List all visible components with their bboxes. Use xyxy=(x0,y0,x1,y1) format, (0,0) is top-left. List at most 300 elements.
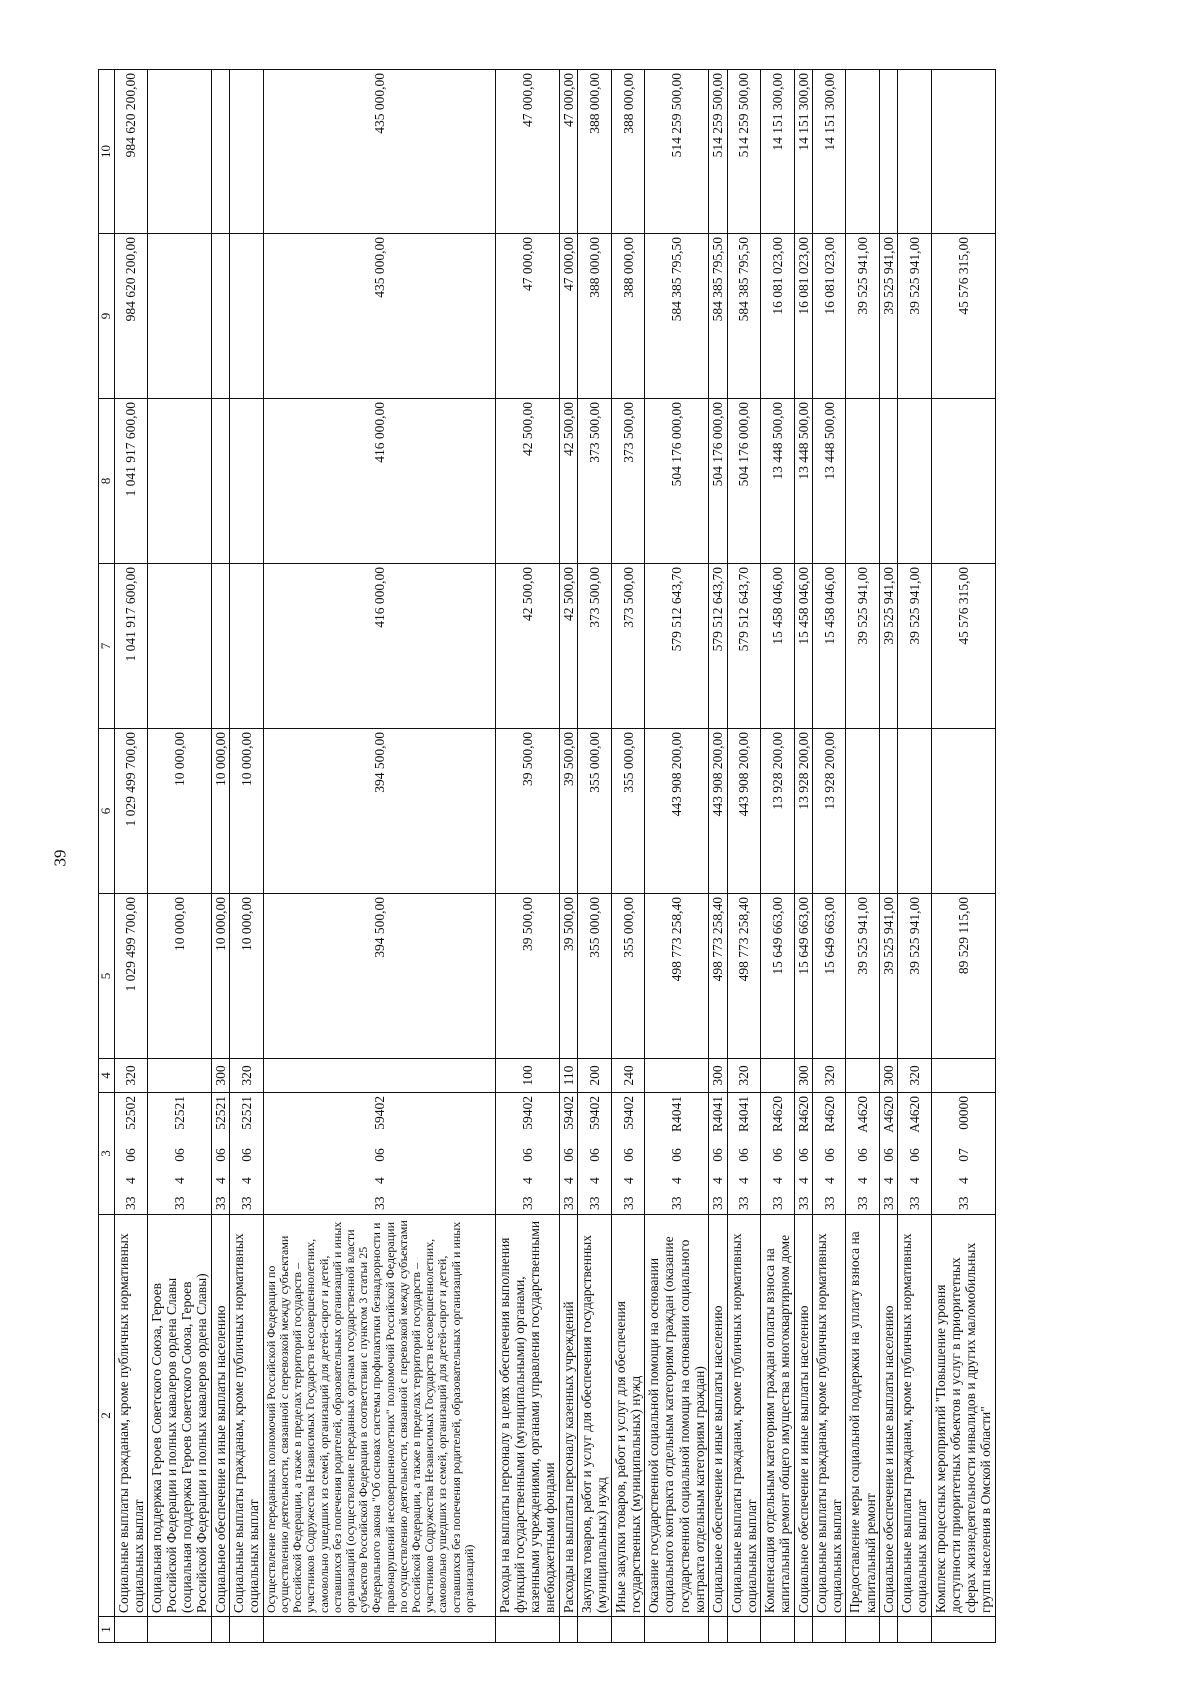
row-name-cell: Компенсация отдельным категориям граждан оплаты взноса на капитальный ремонт общего имущества в многоквартирном доме xyxy=(761,1215,795,1617)
amount-cell-7: 39 525 941,00 xyxy=(898,564,932,729)
expense-type-cell xyxy=(846,1059,880,1093)
code-part-b: 4 xyxy=(955,1177,971,1184)
row-name-cell: Социальные выплаты гражданам, кроме публичных нормативных социальных выплат xyxy=(727,1215,761,1617)
row-name-cell: Социальные выплаты гражданам, кроме публичных нормативных социальных выплат xyxy=(230,1215,264,1617)
code-part-a: 33 xyxy=(769,1196,785,1210)
table-row xyxy=(114,70,148,1643)
code-part-a: 33 xyxy=(955,1196,971,1210)
amount-cell-9: 39 525 941,00 xyxy=(879,234,897,399)
expense-type-cell: 200 xyxy=(578,1059,612,1093)
code-part-c: 07 xyxy=(955,1148,971,1162)
table-row xyxy=(931,70,995,1643)
amount-cell-6: 39 500,00 xyxy=(560,729,578,894)
amount-cell-5: 498 773 258,40 xyxy=(727,894,761,1059)
row-name-cell: Социальное обеспечение и иные выплаты населению xyxy=(794,1215,812,1617)
amount-cell-7: 579 512 643,70 xyxy=(645,564,709,729)
amount-cell-5: 1 029 499 700,00 xyxy=(114,894,148,1059)
row-number-cell xyxy=(611,1617,645,1643)
row-number-cell xyxy=(761,1617,795,1643)
amount-cell-6: 13 928 200,00 xyxy=(812,729,846,894)
amount-cell-5: 39 500,00 xyxy=(496,894,560,1059)
table-row xyxy=(879,70,897,1643)
code-part-d: R4620 xyxy=(821,1096,837,1133)
amount-cell-7: 373 500,00 xyxy=(578,564,612,729)
amount-cell-5: 498 773 258,40 xyxy=(709,894,727,1059)
amount-cell-5: 89 529 115,00 xyxy=(931,894,995,1059)
amount-cell-8: 1 041 917 600,00 xyxy=(114,399,148,564)
row-number-cell xyxy=(560,1617,578,1643)
amount-cell-8: 504 176 000,00 xyxy=(709,399,727,564)
code-part-a: 33 xyxy=(881,1196,897,1210)
expense-type-cell: 320 xyxy=(727,1059,761,1093)
amount-cell-9: 388 000,00 xyxy=(611,234,645,399)
amount-cell-9: 45 576 315,00 xyxy=(931,234,995,399)
code-part-c: 06 xyxy=(561,1148,577,1162)
code-part-c: 06 xyxy=(213,1148,229,1162)
budget-table xyxy=(98,69,996,1643)
expense-type-cell: 320 xyxy=(812,1059,846,1093)
expense-type-cell: 110 xyxy=(560,1059,578,1093)
row-number-cell xyxy=(898,1617,932,1643)
code-part-d: 52521 xyxy=(213,1096,229,1130)
table-row xyxy=(148,70,212,1643)
amount-cell-5: 15 649 663,00 xyxy=(812,894,846,1059)
code-part-d: A4620 xyxy=(881,1096,897,1133)
code-part-b: 4 xyxy=(587,1177,603,1184)
code-part-b: 4 xyxy=(519,1177,535,1184)
amount-cell-9 xyxy=(148,234,212,399)
amount-cell-10: 14 151 300,00 xyxy=(794,70,812,234)
amount-cell-10: 514 259 500,00 xyxy=(709,70,727,234)
table-row xyxy=(709,70,727,1643)
amount-cell-5: 10 000,00 xyxy=(230,894,264,1059)
code-part-c: 06 xyxy=(855,1148,871,1162)
code-part-b: 4 xyxy=(821,1177,837,1184)
amount-cell-8: 373 500,00 xyxy=(611,399,645,564)
row-name-cell: Расходы на выплаты персоналу в целях обеспечения выполнения функций государственными (муниципальными) органами, казенными учреждениями, органами управления государственными внебюджетными фондами xyxy=(496,1215,560,1617)
expense-type-cell xyxy=(645,1059,709,1093)
row-name-cell: Социальные выплаты гражданам, кроме публичных нормативных социальных выплат xyxy=(812,1215,846,1617)
amount-cell-5: 355 000,00 xyxy=(578,894,612,1059)
code-part-c: 06 xyxy=(669,1148,685,1162)
expense-type-cell: 300 xyxy=(212,1059,230,1093)
amount-cell-7: 15 458 046,00 xyxy=(794,564,812,729)
amount-cell-7: 45 576 315,00 xyxy=(931,564,995,729)
amount-cell-9: 584 385 795,50 xyxy=(709,234,727,399)
expense-type-cell: 300 xyxy=(879,1059,897,1093)
code-part-a: 33 xyxy=(371,1196,387,1210)
code-part-c: 06 xyxy=(620,1148,636,1162)
amount-cell-7: 15 458 046,00 xyxy=(812,564,846,729)
expense-type-cell: 300 xyxy=(794,1059,812,1093)
amount-cell-7: 42 500,00 xyxy=(496,564,560,729)
amount-cell-5: 355 000,00 xyxy=(611,894,645,1059)
amount-cell-8 xyxy=(212,399,230,564)
row-number-cell xyxy=(496,1617,560,1643)
header-col-2: 2 xyxy=(99,1215,115,1617)
header-col-6: 6 xyxy=(99,729,115,894)
row-number-cell xyxy=(846,1617,880,1643)
amount-cell-6: 13 928 200,00 xyxy=(794,729,812,894)
code-part-c: 06 xyxy=(710,1148,726,1162)
amount-cell-8: 373 500,00 xyxy=(578,399,612,564)
row-number-cell xyxy=(931,1617,995,1643)
target-code-cell xyxy=(212,1093,230,1215)
table-row xyxy=(812,70,846,1643)
code-part-a: 33 xyxy=(669,1196,685,1210)
row-number-cell xyxy=(645,1617,709,1643)
header-col-5: 5 xyxy=(99,894,115,1059)
code-part-d: 59402 xyxy=(620,1096,636,1130)
row-name-cell: Иные закупки товаров, работ и услуг для обеспечения государственных (муниципальных) нужд xyxy=(611,1215,645,1617)
header-col-3: 3 xyxy=(99,1093,115,1215)
code-part-b: 4 xyxy=(620,1177,636,1184)
amount-cell-6: 443 908 200,00 xyxy=(645,729,709,894)
row-name-cell: Социальные выплаты гражданам, кроме публичных нормативных социальных выплат xyxy=(898,1215,932,1617)
amount-cell-10 xyxy=(879,70,897,234)
table-body xyxy=(114,70,995,1643)
code-part-d: 59402 xyxy=(587,1096,603,1130)
amount-cell-9: 16 081 023,00 xyxy=(794,234,812,399)
code-part-a: 33 xyxy=(239,1196,255,1210)
amount-cell-7: 373 500,00 xyxy=(611,564,645,729)
amount-cell-9: 39 525 941,00 xyxy=(898,234,932,399)
row-name-cell: Осуществление переданных полномочий Российской Федерации по осуществлению деятельности, связанной с перевозкой между субъектами Российской Федерации, а также в пределах территорий государств – участников Содружества Независимых Государств несовершеннолетних, самовольно ушедших из семей, организаций для детей-сирот и детей, оставшихся без попечения родителей, образовательных организаций и иных организаций (осуществление переданных органам государственной власти субъектов Российской Федерации в соответствии с пунктом 3 статьи 25 Федерального закона "Об основах системы профилактики безнадзорности и правонарушений несовершеннолетних" полномочий Российской Федерации по осуществлению деятельности, связанной с перевозкой между субъектами Российской Федерации, а также в пределах территорий государств – участников Содружества Независимых Государств несовершеннолетних, самовольно ушедших из семей, организаций для детей-сирот и детей, оставшихся без попечения родителей, образовательных организаций и иных организаций) xyxy=(263,1215,495,1617)
row-number-cell xyxy=(114,1617,148,1643)
code-part-a: 33 xyxy=(519,1196,535,1210)
amount-cell-7: 1 041 917 600,00 xyxy=(114,564,148,729)
amount-cell-6 xyxy=(846,729,880,894)
table-row xyxy=(496,70,560,1643)
target-code-cell xyxy=(560,1093,578,1215)
amount-cell-7: 39 525 941,00 xyxy=(879,564,897,729)
row-number-cell xyxy=(879,1617,897,1643)
amount-cell-8 xyxy=(879,399,897,564)
target-code-cell xyxy=(148,1093,212,1215)
code-part-b: 4 xyxy=(371,1177,387,1184)
amount-cell-6: 355 000,00 xyxy=(578,729,612,894)
target-code-cell xyxy=(846,1093,880,1215)
amount-cell-5: 394 500,00 xyxy=(263,894,495,1059)
table-row xyxy=(263,70,495,1643)
code-part-c: 06 xyxy=(906,1148,922,1162)
expense-type-cell xyxy=(263,1059,495,1093)
expense-type-cell xyxy=(148,1059,212,1093)
page-number: 39 xyxy=(50,849,70,867)
amount-cell-5: 39 525 941,00 xyxy=(898,894,932,1059)
target-code-cell xyxy=(645,1093,709,1215)
amount-cell-9: 16 081 023,00 xyxy=(761,234,795,399)
amount-cell-10: 388 000,00 xyxy=(611,70,645,234)
row-number-cell xyxy=(812,1617,846,1643)
expense-type-cell: 240 xyxy=(611,1059,645,1093)
target-code-cell xyxy=(761,1093,795,1215)
code-part-c: 06 xyxy=(123,1148,139,1162)
amount-cell-10: 435 000,00 xyxy=(263,70,495,234)
amount-cell-6: 443 908 200,00 xyxy=(709,729,727,894)
amount-cell-7: 42 500,00 xyxy=(560,564,578,729)
code-part-d: 59402 xyxy=(561,1096,577,1130)
amount-cell-10: 47 000,00 xyxy=(496,70,560,234)
row-name-cell: Социальное обеспечение и иные выплаты населению xyxy=(879,1215,897,1617)
amount-cell-7: 579 512 643,70 xyxy=(727,564,761,729)
amount-cell-8: 13 448 500,00 xyxy=(761,399,795,564)
amount-cell-5: 15 649 663,00 xyxy=(794,894,812,1059)
target-code-cell xyxy=(611,1093,645,1215)
target-code-cell xyxy=(794,1093,812,1215)
code-part-b: 4 xyxy=(213,1177,229,1184)
header-col-1: 1 xyxy=(99,1617,115,1643)
code-part-b: 4 xyxy=(906,1177,922,1184)
amount-cell-9 xyxy=(212,234,230,399)
expense-type-cell xyxy=(761,1059,795,1093)
row-name-cell: Предоставление меры социальной поддержки на уплату взноса на капитальный ремонт xyxy=(846,1215,880,1617)
target-code-cell xyxy=(812,1093,846,1215)
row-name-cell: Социальное обеспечение и иные выплаты населению xyxy=(212,1215,230,1617)
row-name-cell: Комплекс процессных мероприятий "Повышение уровня доступности приоритетных объектов и услуг в приоритетных сферах жизнедеятельности инвалидов и других маломобильных групп населения в Омской области" xyxy=(931,1215,995,1617)
row-number-cell xyxy=(212,1617,230,1643)
code-part-b: 4 xyxy=(710,1177,726,1184)
amount-cell-5: 39 525 941,00 xyxy=(846,894,880,1059)
row-number-cell xyxy=(263,1617,495,1643)
table-row xyxy=(727,70,761,1643)
amount-cell-8: 416 000,00 xyxy=(263,399,495,564)
amount-cell-10: 388 000,00 xyxy=(578,70,612,234)
expense-type-cell xyxy=(931,1059,995,1093)
row-name-cell: Оказание государственной социальной помощи на основании социального контракта отдельным категориям граждан (оказание государственной социальной помощи на основании социального контракта отдельным категориям граждан) xyxy=(645,1215,709,1617)
amount-cell-7: 39 525 941,00 xyxy=(846,564,880,729)
code-part-b: 4 xyxy=(855,1177,871,1184)
expense-type-cell: 320 xyxy=(898,1059,932,1093)
amount-cell-8 xyxy=(898,399,932,564)
amount-cell-5: 39 500,00 xyxy=(560,894,578,1059)
header-col-4: 4 xyxy=(99,1059,115,1093)
header-row xyxy=(99,70,115,1643)
amount-cell-8: 504 176 000,00 xyxy=(727,399,761,564)
header-col-9: 9 xyxy=(99,234,115,399)
code-part-a: 33 xyxy=(710,1196,726,1210)
code-part-b: 4 xyxy=(736,1177,752,1184)
target-code-cell xyxy=(578,1093,612,1215)
table-row xyxy=(611,70,645,1643)
amount-cell-7: 15 458 046,00 xyxy=(761,564,795,729)
header-col-10: 10 xyxy=(99,70,115,234)
row-number-cell xyxy=(578,1617,612,1643)
row-name-cell: Социальные выплаты гражданам, кроме публичных нормативных социальных выплат xyxy=(114,1215,148,1617)
amount-cell-10 xyxy=(846,70,880,234)
amount-cell-10 xyxy=(931,70,995,234)
code-part-a: 33 xyxy=(172,1196,188,1210)
amount-cell-8 xyxy=(148,399,212,564)
amount-cell-6 xyxy=(931,729,995,894)
expense-type-cell: 320 xyxy=(230,1059,264,1093)
amount-cell-5: 39 525 941,00 xyxy=(879,894,897,1059)
amount-cell-7 xyxy=(212,564,230,729)
target-code-cell xyxy=(931,1093,995,1215)
amount-cell-6: 443 908 200,00 xyxy=(727,729,761,894)
code-part-d: 00000 xyxy=(955,1096,971,1130)
header-col-8: 8 xyxy=(99,399,115,564)
code-part-a: 33 xyxy=(795,1196,811,1210)
code-part-c: 06 xyxy=(769,1148,785,1162)
table-row xyxy=(230,70,264,1643)
row-number-cell xyxy=(709,1617,727,1643)
code-part-d: R4041 xyxy=(710,1096,726,1133)
amount-cell-5: 498 773 258,40 xyxy=(645,894,709,1059)
code-part-c: 06 xyxy=(736,1148,752,1162)
target-code-cell xyxy=(114,1093,148,1215)
amount-cell-5: 10 000,00 xyxy=(212,894,230,1059)
target-code-cell xyxy=(496,1093,560,1215)
target-code-cell xyxy=(727,1093,761,1215)
code-part-a: 33 xyxy=(213,1196,229,1210)
amount-cell-10 xyxy=(898,70,932,234)
code-part-c: 06 xyxy=(821,1148,837,1162)
code-part-d: R4041 xyxy=(669,1096,685,1133)
code-part-d: R4620 xyxy=(769,1096,785,1133)
amount-cell-6: 39 500,00 xyxy=(496,729,560,894)
amount-cell-9: 984 620 200,00 xyxy=(114,234,148,399)
expense-type-cell: 100 xyxy=(496,1059,560,1093)
table-row xyxy=(761,70,795,1643)
code-part-d: R4041 xyxy=(736,1096,752,1133)
code-part-c: 06 xyxy=(172,1148,188,1162)
amount-cell-9: 47 000,00 xyxy=(560,234,578,399)
amount-cell-6: 10 000,00 xyxy=(148,729,212,894)
amount-cell-10 xyxy=(230,70,264,234)
code-part-a: 33 xyxy=(906,1196,922,1210)
amount-cell-8: 13 448 500,00 xyxy=(794,399,812,564)
amount-cell-9: 47 000,00 xyxy=(496,234,560,399)
code-part-a: 33 xyxy=(821,1196,837,1210)
row-name-cell: Социальная поддержка Героев Советского Союза, Героев Российской Федерации и полных кавалеров ордена Славы (социальная поддержка Героев Советского Союза, Героев Российской Федерации и полных кавалеров ордена Славы) xyxy=(148,1215,212,1617)
code-part-b: 4 xyxy=(239,1177,255,1184)
row-name-cell: Закупка товаров, работ и услуг для обеспечения государственных (муниципальных) нужд xyxy=(578,1215,612,1617)
amount-cell-6: 1 029 499 700,00 xyxy=(114,729,148,894)
table-row xyxy=(898,70,932,1643)
target-code-cell xyxy=(263,1093,495,1215)
amount-cell-6: 13 928 200,00 xyxy=(761,729,795,894)
target-code-cell xyxy=(230,1093,264,1215)
amount-cell-9: 584 385 795,50 xyxy=(645,234,709,399)
amount-cell-9 xyxy=(230,234,264,399)
expense-type-cell: 320 xyxy=(114,1059,148,1093)
amount-cell-9: 584 385 795,50 xyxy=(727,234,761,399)
amount-cell-8 xyxy=(846,399,880,564)
target-code-cell xyxy=(898,1093,932,1215)
amount-cell-8: 42 500,00 xyxy=(560,399,578,564)
amount-cell-9: 16 081 023,00 xyxy=(812,234,846,399)
code-part-c: 06 xyxy=(881,1148,897,1162)
amount-cell-7: 579 512 643,70 xyxy=(709,564,727,729)
amount-cell-10: 47 000,00 xyxy=(560,70,578,234)
code-part-d: 52502 xyxy=(123,1096,139,1130)
table-row xyxy=(846,70,880,1643)
amount-cell-9: 388 000,00 xyxy=(578,234,612,399)
amount-cell-10: 984 620 200,00 xyxy=(114,70,148,234)
amount-cell-10: 14 151 300,00 xyxy=(812,70,846,234)
code-part-d: A4620 xyxy=(855,1096,871,1133)
code-part-a: 33 xyxy=(561,1196,577,1210)
amount-cell-9: 39 525 941,00 xyxy=(846,234,880,399)
row-number-cell xyxy=(148,1617,212,1643)
amount-cell-5: 10 000,00 xyxy=(148,894,212,1059)
row-number-cell xyxy=(794,1617,812,1643)
amount-cell-7: 416 000,00 xyxy=(263,564,495,729)
code-part-b: 4 xyxy=(795,1177,811,1184)
row-name-cell: Расходы на выплаты персоналу казенных учреждений xyxy=(560,1215,578,1617)
amount-cell-5: 15 649 663,00 xyxy=(761,894,795,1059)
rotated-table-container xyxy=(98,70,996,1643)
code-part-b: 4 xyxy=(123,1177,139,1184)
code-part-b: 4 xyxy=(769,1177,785,1184)
code-part-c: 06 xyxy=(519,1148,535,1162)
code-part-b: 4 xyxy=(881,1177,897,1184)
table-row xyxy=(578,70,612,1643)
amount-cell-8: 13 448 500,00 xyxy=(812,399,846,564)
header-col-7: 7 xyxy=(99,564,115,729)
amount-cell-10: 14 151 300,00 xyxy=(761,70,795,234)
target-code-cell xyxy=(709,1093,727,1215)
code-part-a: 33 xyxy=(855,1196,871,1210)
code-part-b: 4 xyxy=(669,1177,685,1184)
code-part-d: 59402 xyxy=(371,1096,387,1130)
amount-cell-7 xyxy=(230,564,264,729)
code-part-c: 06 xyxy=(371,1148,387,1162)
expense-type-cell: 300 xyxy=(709,1059,727,1093)
code-part-d: R4620 xyxy=(795,1096,811,1133)
code-part-b: 4 xyxy=(172,1177,188,1184)
row-number-cell xyxy=(230,1617,264,1643)
amount-cell-10: 514 259 500,00 xyxy=(645,70,709,234)
amount-cell-10 xyxy=(148,70,212,234)
amount-cell-6 xyxy=(879,729,897,894)
amount-cell-6: 10 000,00 xyxy=(212,729,230,894)
table-row xyxy=(794,70,812,1643)
code-part-a: 33 xyxy=(123,1196,139,1210)
code-part-a: 33 xyxy=(620,1196,636,1210)
code-part-d: 59402 xyxy=(519,1096,535,1130)
code-part-c: 06 xyxy=(239,1148,255,1162)
code-part-c: 06 xyxy=(587,1148,603,1162)
amount-cell-6: 355 000,00 xyxy=(611,729,645,894)
amount-cell-7 xyxy=(148,564,212,729)
target-code-cell xyxy=(879,1093,897,1215)
code-part-d: A4620 xyxy=(906,1096,922,1133)
code-part-d: 52521 xyxy=(239,1096,255,1130)
table-row xyxy=(212,70,230,1643)
amount-cell-8: 504 176 000,00 xyxy=(645,399,709,564)
amount-cell-6 xyxy=(898,729,932,894)
code-part-c: 06 xyxy=(795,1148,811,1162)
code-part-b: 4 xyxy=(561,1177,577,1184)
code-part-d: 52521 xyxy=(172,1096,188,1130)
amount-cell-8: 42 500,00 xyxy=(496,399,560,564)
amount-cell-10 xyxy=(212,70,230,234)
row-number-cell xyxy=(727,1617,761,1643)
amount-cell-6: 394 500,00 xyxy=(263,729,495,894)
amount-cell-8 xyxy=(931,399,995,564)
amount-cell-10: 514 259 500,00 xyxy=(727,70,761,234)
table-row xyxy=(645,70,709,1643)
amount-cell-9: 435 000,00 xyxy=(263,234,495,399)
amount-cell-8 xyxy=(230,399,264,564)
amount-cell-6: 10 000,00 xyxy=(230,729,264,894)
code-part-a: 33 xyxy=(587,1196,603,1210)
row-name-cell: Социальное обеспечение и иные выплаты населению xyxy=(709,1215,727,1617)
code-part-a: 33 xyxy=(736,1196,752,1210)
table-row xyxy=(560,70,578,1643)
